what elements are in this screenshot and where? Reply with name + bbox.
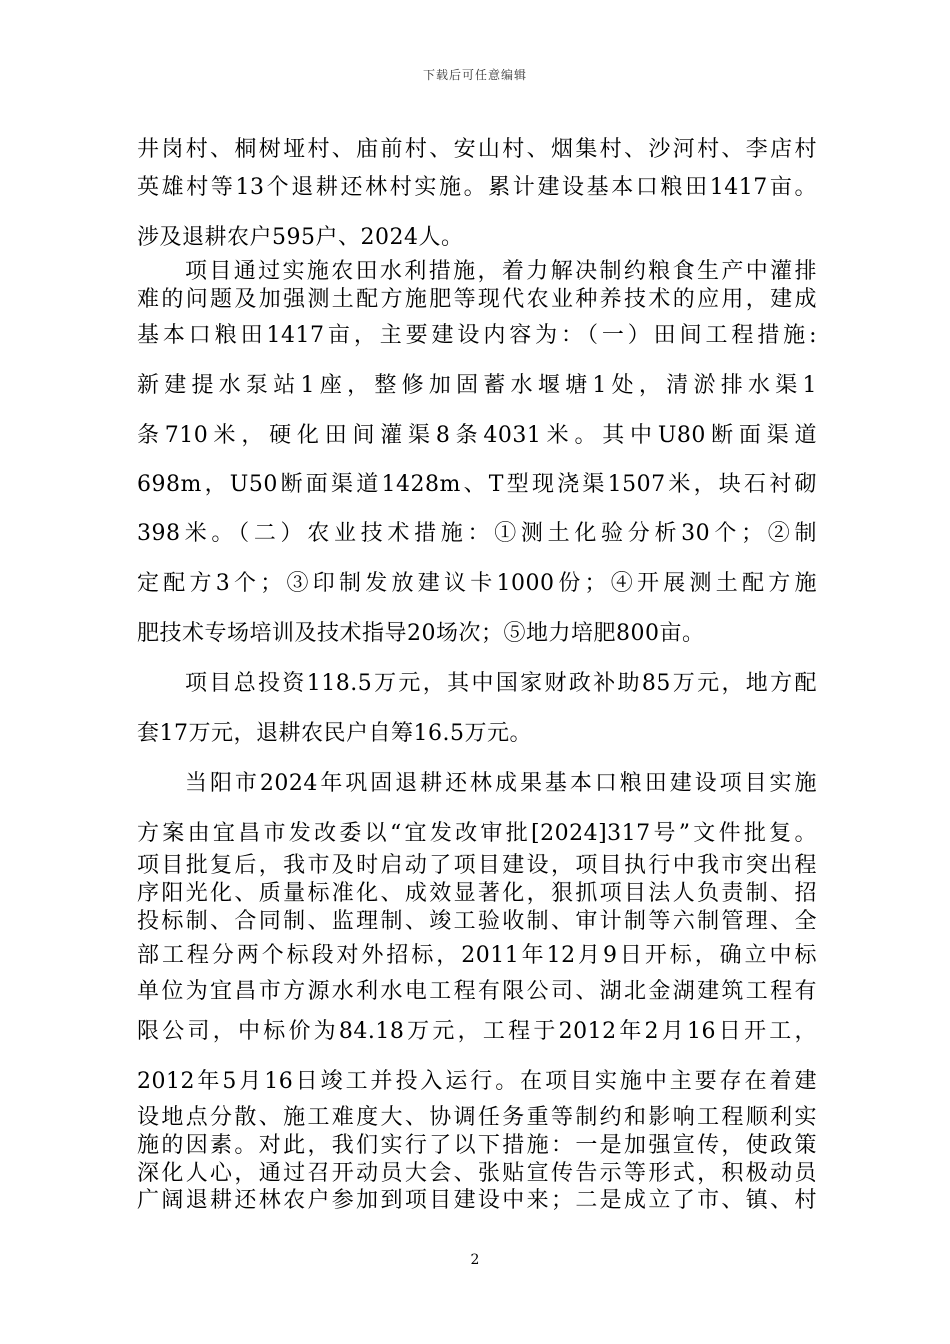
text-line: 设地点分散、施工难度大、协调任务重等制约和影响工程顺利实 xyxy=(137,1105,817,1130)
text-line: 当阳市2024年巩固退耕还林成果基本口粮田建设项目实施 xyxy=(185,771,817,796)
text-line: 涉及退耕农户595户、2024人。 xyxy=(137,225,464,250)
text-line: 单位为宜昌市方源水利水电工程有限公司、湖北金湖建筑工程有 xyxy=(137,979,817,1004)
page-number: 2 xyxy=(470,1252,480,1268)
text-line: 投标制、合同制、监理制、竣工验收制、审计制等六制管理、全 xyxy=(137,909,817,934)
text-line: 基本口粮田1417亩，主要建设内容为：（一）田间工程措施: xyxy=(137,323,817,348)
text-line: 项目批复后，我市及时启动了项目建设，项目执行中我市突出程 xyxy=(137,853,817,878)
page-header-note: 下载后可任意编辑 xyxy=(422,68,527,82)
text-line: 英雄村等13个退耕还林村实施。累计建设基本口粮田1417亩。 xyxy=(137,175,817,200)
text-line: 2012年5月16日竣工并投入运行。在项目实施中主要存在着建 xyxy=(137,1069,817,1094)
text-line: 698m，U50断面渠道1428m、T型现浇渠1507米，块石衬砌 xyxy=(137,472,817,497)
text-line: 深化人心，通过召开动员大会、张贴宣传告示等形式，积极动员 xyxy=(137,1161,817,1186)
text-line: 项目总投资118.5万元，其中国家财政补助85万元，地方配 xyxy=(185,671,817,696)
text-line: 难的问题及加强测土配方施肥等现代农业种养技术的应用，建成 xyxy=(137,287,817,312)
text-line: 限公司，中标价为84.18万元，工程于2012年2月16日开工， xyxy=(137,1019,817,1044)
text-line: 项目通过实施农田水利措施，着力解决制约粮食生产中灌排 xyxy=(185,259,817,284)
text-line: 定配方3个；③印制发放建议卡1000份；④开展测土配方施 xyxy=(137,571,817,596)
text-line: 井岗村、桐树垭村、庙前村、安山村、烟集村、沙河村、李店村 xyxy=(137,137,817,162)
text-line: 方案由宜昌市发改委以“宜发改审批[2024]317号”文件批复。 xyxy=(137,821,817,846)
text-line: 肥技术专场培训及技术指导20场次；⑤地力培肥800亩。 xyxy=(137,621,705,646)
text-line: 新建提水泵站1座，整修加固蓄水堰塘1处，清淤排水渠1 xyxy=(137,373,817,398)
text-line: 套17万元，退耕农民户自筹16.5万元。 xyxy=(137,721,532,746)
text-line: 398米。（二）农业技术措施：①测土化验分析30个；②制 xyxy=(137,521,817,546)
text-line: 条710米，硬化田间灌渠8条4031米。其中U80断面渠道 xyxy=(137,423,817,448)
text-line: 部工程分两个标段对外招标，2011年12月9日开标，确立中标 xyxy=(137,943,817,968)
text-line: 施的因素。对此，我们实行了以下措施：一是加强宣传，使政策 xyxy=(137,1133,817,1158)
text-line: 序阳光化、质量标准化、成效显著化，狠抓项目法人负责制、招 xyxy=(137,881,817,906)
text-line: 广阔退耕还林农户参加到项目建设中来；二是成立了市、镇、村 xyxy=(137,1188,817,1213)
